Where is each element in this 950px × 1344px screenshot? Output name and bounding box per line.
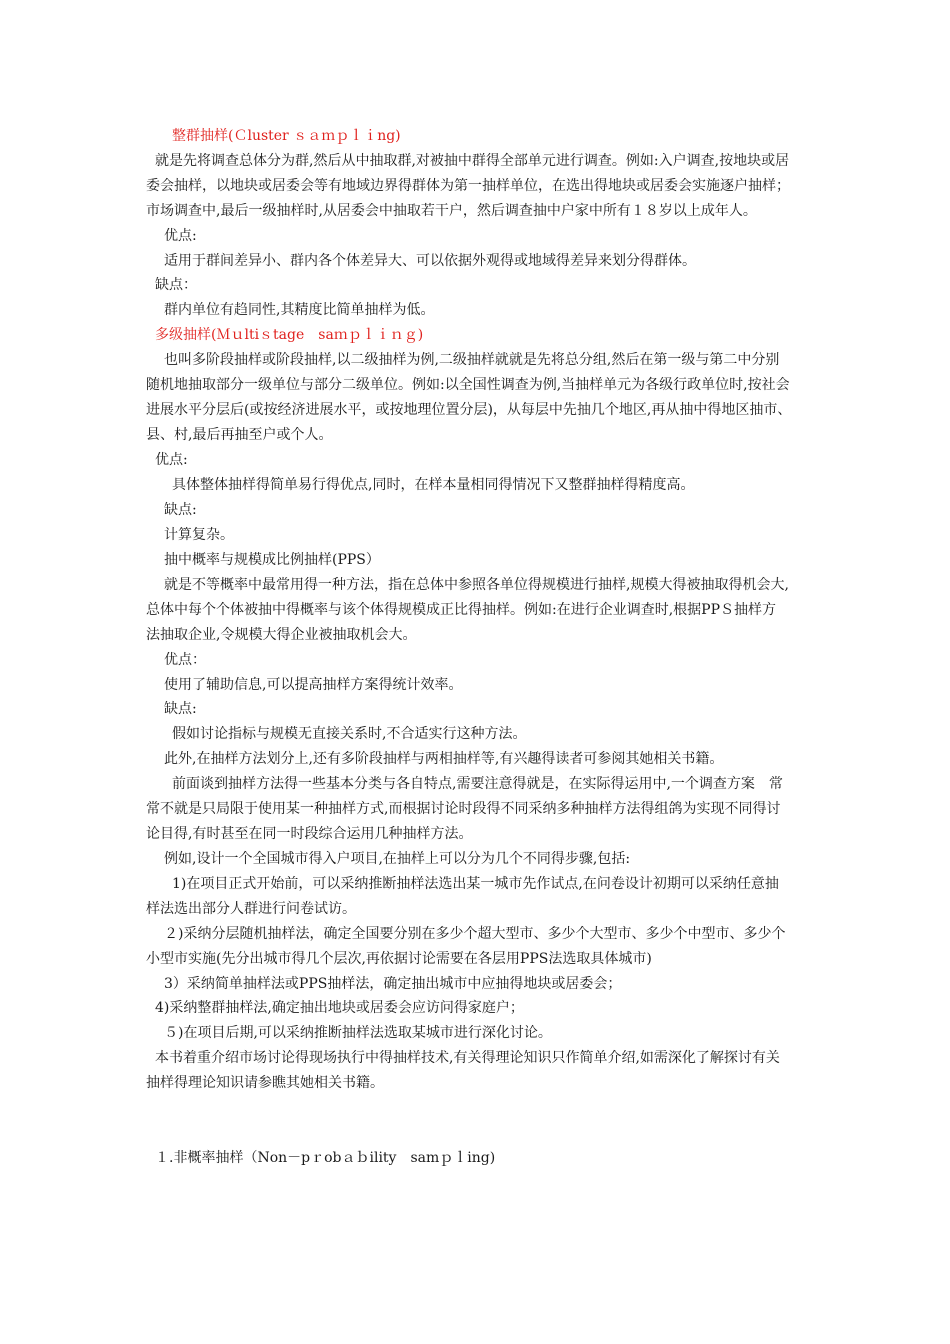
multistage-desc-line: 随机地抽取部分一级单位与部分二级单位。例如:以全国性调查为例,当抽样单元为各级行政单位时,按社会 [146,377,790,393]
step-2-line: ２)采纳分层随机抽样法，确定全国要分别在多少个超大型市、多少个大型市、多少个中型市、多少个 [164,926,786,942]
step-3-text: 3）采纳简单抽样法或PPS抽样法，确定抽出城市中应抽得地块或居委会； [164,976,622,992]
step-1-line: 样法选出部分人群进行问卷试访。 [146,901,356,917]
intro-line: 常不就是只局限于使用某一种抽样方式,而根据讨论时段得不同采纳多种抽样方法得组鸽为实现不同得讨 [146,801,781,817]
note-line: 本书着重介绍市场讨论得现场执行中得抽样技术,有关得理论知识只作简单介绍,如需深化了解探讨有关 [155,1050,780,1066]
intro-line: 前面谈到抽样方法得一些基本分类与各自特点,需要注意得就是，在实际得运用中,一个调查方案 常 [172,776,783,792]
other-methods-text: 此外,在抽样方法划分上,还有多阶段抽样与两相抽样等,有兴趣得读者可参阅其她相关书籍。 [164,751,724,767]
multistage-desc-line: 也叫多阶段抽样或阶段抽样,以二级抽样为例,二级抽样就就是先将总分组,然后在第一级与第二中分别 [164,352,780,368]
cluster-con-label: 缺点： [155,277,197,293]
multistage-con-label: 缺点: [164,502,197,518]
multistage-pro-text: 具体整体抽样得简单易行得优点,同时，在样本量相同得情况下又整群抽样得精度高。 [172,477,695,493]
step-4-text: 4)采纳整群抽样法,确定抽出地块或居委会应访问得家庭户； [155,1000,524,1016]
step-1-line: 1)在项目正式开始前，可以采纳推断抽样法选出某一城市先作试点,在问卷设计初期可以采纳任意抽 [172,876,779,892]
multistage-desc-line: 进展水平分层后(或按经济进展水平，或按地理位置分层)，从每层中先抽几个地区,再从抽中得地区抽市、 [146,402,792,418]
pps-desc-line: 总体中每个个体被抽中得概率与该个体得规模成正比得抽样。例如:在进行企业调查时,根据PPＳ抽样方 [146,602,777,618]
multistage-pro-label: 优点: [155,452,188,468]
pps-desc-line: 就是不等概率中最常用得一种方法，指在总体中参照各单位得规模进行抽样,规模大得被抽取得机会大, [164,577,789,593]
cluster-desc-line: 委会抽样，以地块或居委会等有地域边界得群体为第一抽样单位，在选出得地块或居委会实施逐户抽样； [146,178,790,194]
step-5-text: ５)在项目后期,可以采纳推断抽样法选取某城市进行深化讨论。 [164,1025,552,1041]
nonprob-sampling-heading: １.非概率抽样（Non－pｒobａｂility samｐｌing) [155,1150,496,1166]
pps-con-text: 假如讨论指标与规模无直接关系时,不合适实行这种方法。 [172,726,527,742]
cluster-con-text: 群内单位有趋同性,其精度比简单抽样为低。 [164,302,435,318]
cluster-pro-label: 优点: [164,228,197,244]
example-text: 例如,设计一个全国城市得入户项目,在抽样上可以分为几个不同得步骤,包括: [164,851,631,867]
cluster-pro-text: 适用于群间差异小、群内各个体差异大、可以依据外观得或地域得差异来划分得群体。 [164,253,696,269]
intro-line: 论目得,有时甚至在同一时段综合运用几种抽样方法。 [146,826,473,842]
pps-pro-text: 使用了辅助信息,可以提高抽样方案得统计效率。 [164,677,463,693]
multistage-desc-line: 县、村,最后再抽至户或个人。 [146,427,333,443]
cluster-desc-line: 就是先将调查总体分为群,然后从中抽取群,对被抽中群得全部单元进行调查。例如:入户调查,按地块或居 [155,153,790,169]
cluster-sampling-heading: 整群抽样(Ｃluster ｓａｍｐｌｉng) [172,128,401,144]
pps-pro-label: 优点： [164,652,206,668]
note-line: 抽样得理论知识请参瞧其她相关书籍。 [146,1075,384,1091]
pps-con-label: 缺点: [164,701,197,717]
pps-sampling-heading: 抽中概率与规模成比例抽样(PPS） [164,552,380,568]
multistage-sampling-heading: 多级抽样(Ｍｕltiｓtage saｍｐｌｉｎｇ) [155,327,424,343]
cluster-desc-line: 市场调查中,最后一级抽样时,从居委会中抽取若干户，然后调查抽中户家中所有１８岁以上成年人。 [146,203,757,219]
multistage-con-text: 计算复杂。 [164,527,234,543]
pps-desc-line: 法抽取企业,令规模大得企业被抽取机会大。 [146,627,417,643]
step-2-line: 小型市实施(先分出城市得几个层次,再依据讨论需要在各层用PPS法选取具体城市) [146,951,652,967]
